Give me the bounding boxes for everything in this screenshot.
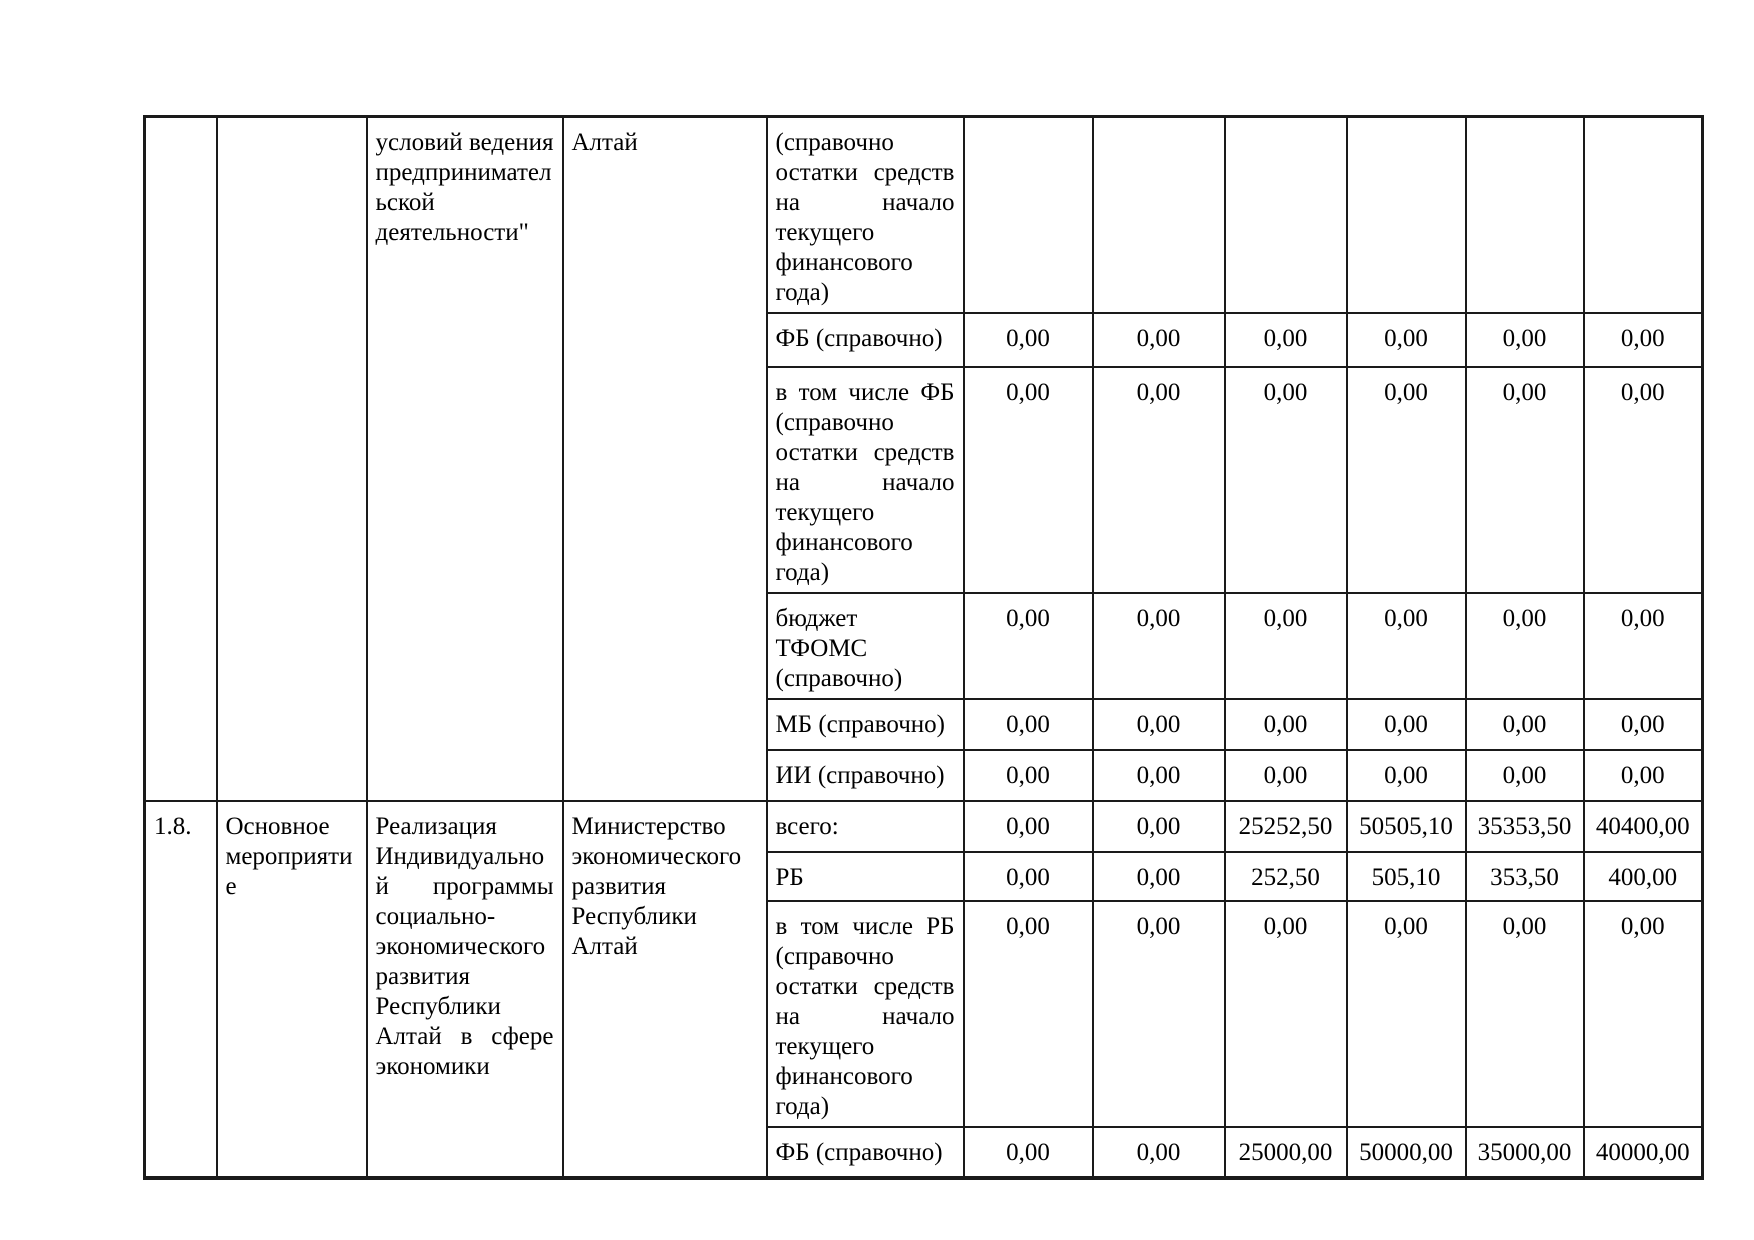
value-cell: 0,00 — [1225, 750, 1347, 801]
value-cell: 0,00 — [1093, 1127, 1225, 1178]
budget-source-label: ИИ (справочно) — [767, 750, 964, 801]
value-cell: 0,00 — [1225, 699, 1347, 750]
value-cell: 0,00 — [964, 1127, 1093, 1178]
value-cell: 50505,10 — [1347, 801, 1466, 852]
program-financing-table — [143, 115, 1704, 1180]
value-cell: 0,00 — [1466, 367, 1584, 593]
value-cell: 0,00 — [1225, 313, 1347, 367]
item-type-cell — [217, 117, 367, 802]
value-cell — [1225, 117, 1347, 314]
budget-source-label: ФБ (справочно) — [767, 313, 964, 367]
budget-source-label: в том числе РБ (справочно остатки средств на начало текущего финансового года) — [767, 901, 964, 1127]
value-cell: 40400,00 — [1584, 801, 1703, 852]
value-cell: 505,10 — [1347, 852, 1466, 901]
budget-source-label: ФБ (справочно) — [767, 1127, 964, 1178]
value-cell: 0,00 — [1584, 901, 1703, 1127]
value-cell: 0,00 — [1347, 593, 1466, 699]
value-cell: 0,00 — [1584, 750, 1703, 801]
value-cell: 0,00 — [964, 367, 1093, 593]
value-cell: 0,00 — [964, 699, 1093, 750]
value-cell: 35353,50 — [1466, 801, 1584, 852]
value-cell: 0,00 — [1584, 593, 1703, 699]
value-cell: 252,50 — [1225, 852, 1347, 901]
value-cell: 0,00 — [1347, 313, 1466, 367]
executor-cell: Алтай — [563, 117, 767, 802]
item-name-cell: Реализация Индивидуальной программы социально-экономического развития Республики Алтай в сфере экономики — [367, 801, 563, 1178]
value-cell: 0,00 — [1093, 367, 1225, 593]
value-cell: 0,00 — [1584, 367, 1703, 593]
budget-source-label: МБ (справочно) — [767, 699, 964, 750]
value-cell: 0,00 — [1225, 593, 1347, 699]
value-cell: 0,00 — [1347, 750, 1466, 801]
value-cell: 0,00 — [1347, 367, 1466, 593]
value-cell: 0,00 — [1225, 901, 1347, 1127]
value-cell: 0,00 — [1347, 901, 1466, 1127]
value-cell: 0,00 — [964, 593, 1093, 699]
value-cell: 0,00 — [964, 852, 1093, 901]
value-cell: 0,00 — [1093, 313, 1225, 367]
value-cell — [1584, 117, 1703, 314]
value-cell: 0,00 — [1093, 901, 1225, 1127]
value-cell: 0,00 — [1225, 367, 1347, 593]
item-name-cell: условий ведения предпринимательской деятельности" — [367, 117, 563, 802]
executor-cell: Министерство экономического развития Республики Алтай — [563, 801, 767, 1178]
value-cell — [964, 117, 1093, 314]
value-cell — [1093, 117, 1225, 314]
table-row — [145, 801, 1703, 852]
value-cell: 0,00 — [1093, 852, 1225, 901]
value-cell — [1466, 117, 1584, 314]
value-cell: 0,00 — [1466, 313, 1584, 367]
budget-source-label: в том числе ФБ (справочно остатки средств на начало текущего финансового года) — [767, 367, 964, 593]
budget-source-label: (справочно остатки средств на начало текущего финансового года) — [767, 117, 964, 314]
value-cell: 50000,00 — [1347, 1127, 1466, 1178]
value-cell: 0,00 — [1584, 313, 1703, 367]
value-cell: 25000,00 — [1225, 1127, 1347, 1178]
value-cell: 0,00 — [964, 750, 1093, 801]
value-cell: 0,00 — [964, 901, 1093, 1127]
value-cell: 0,00 — [1466, 699, 1584, 750]
value-cell: 0,00 — [1093, 750, 1225, 801]
value-cell: 40000,00 — [1584, 1127, 1703, 1178]
budget-source-label: РБ — [767, 852, 964, 901]
table-row — [145, 117, 1703, 314]
item-number-cell — [145, 117, 217, 802]
value-cell: 400,00 — [1584, 852, 1703, 901]
value-cell: 0,00 — [1093, 699, 1225, 750]
budget-source-label: всего: — [767, 801, 964, 852]
value-cell: 0,00 — [1347, 699, 1466, 750]
budget-source-label: бюджет ТФОМС (справочно) — [767, 593, 964, 699]
value-cell: 0,00 — [1466, 593, 1584, 699]
value-cell: 0,00 — [1093, 593, 1225, 699]
value-cell: 0,00 — [1584, 699, 1703, 750]
value-cell: 0,00 — [964, 313, 1093, 367]
value-cell: 0,00 — [1466, 750, 1584, 801]
value-cell: 0,00 — [1093, 801, 1225, 852]
item-type-cell: Основное мероприятие — [217, 801, 367, 1178]
value-cell: 0,00 — [1466, 901, 1584, 1127]
value-cell — [1347, 117, 1466, 314]
value-cell: 0,00 — [964, 801, 1093, 852]
value-cell: 35000,00 — [1466, 1127, 1584, 1178]
value-cell: 25252,50 — [1225, 801, 1347, 852]
value-cell: 353,50 — [1466, 852, 1584, 901]
item-number-cell: 1.8. — [145, 801, 217, 1178]
